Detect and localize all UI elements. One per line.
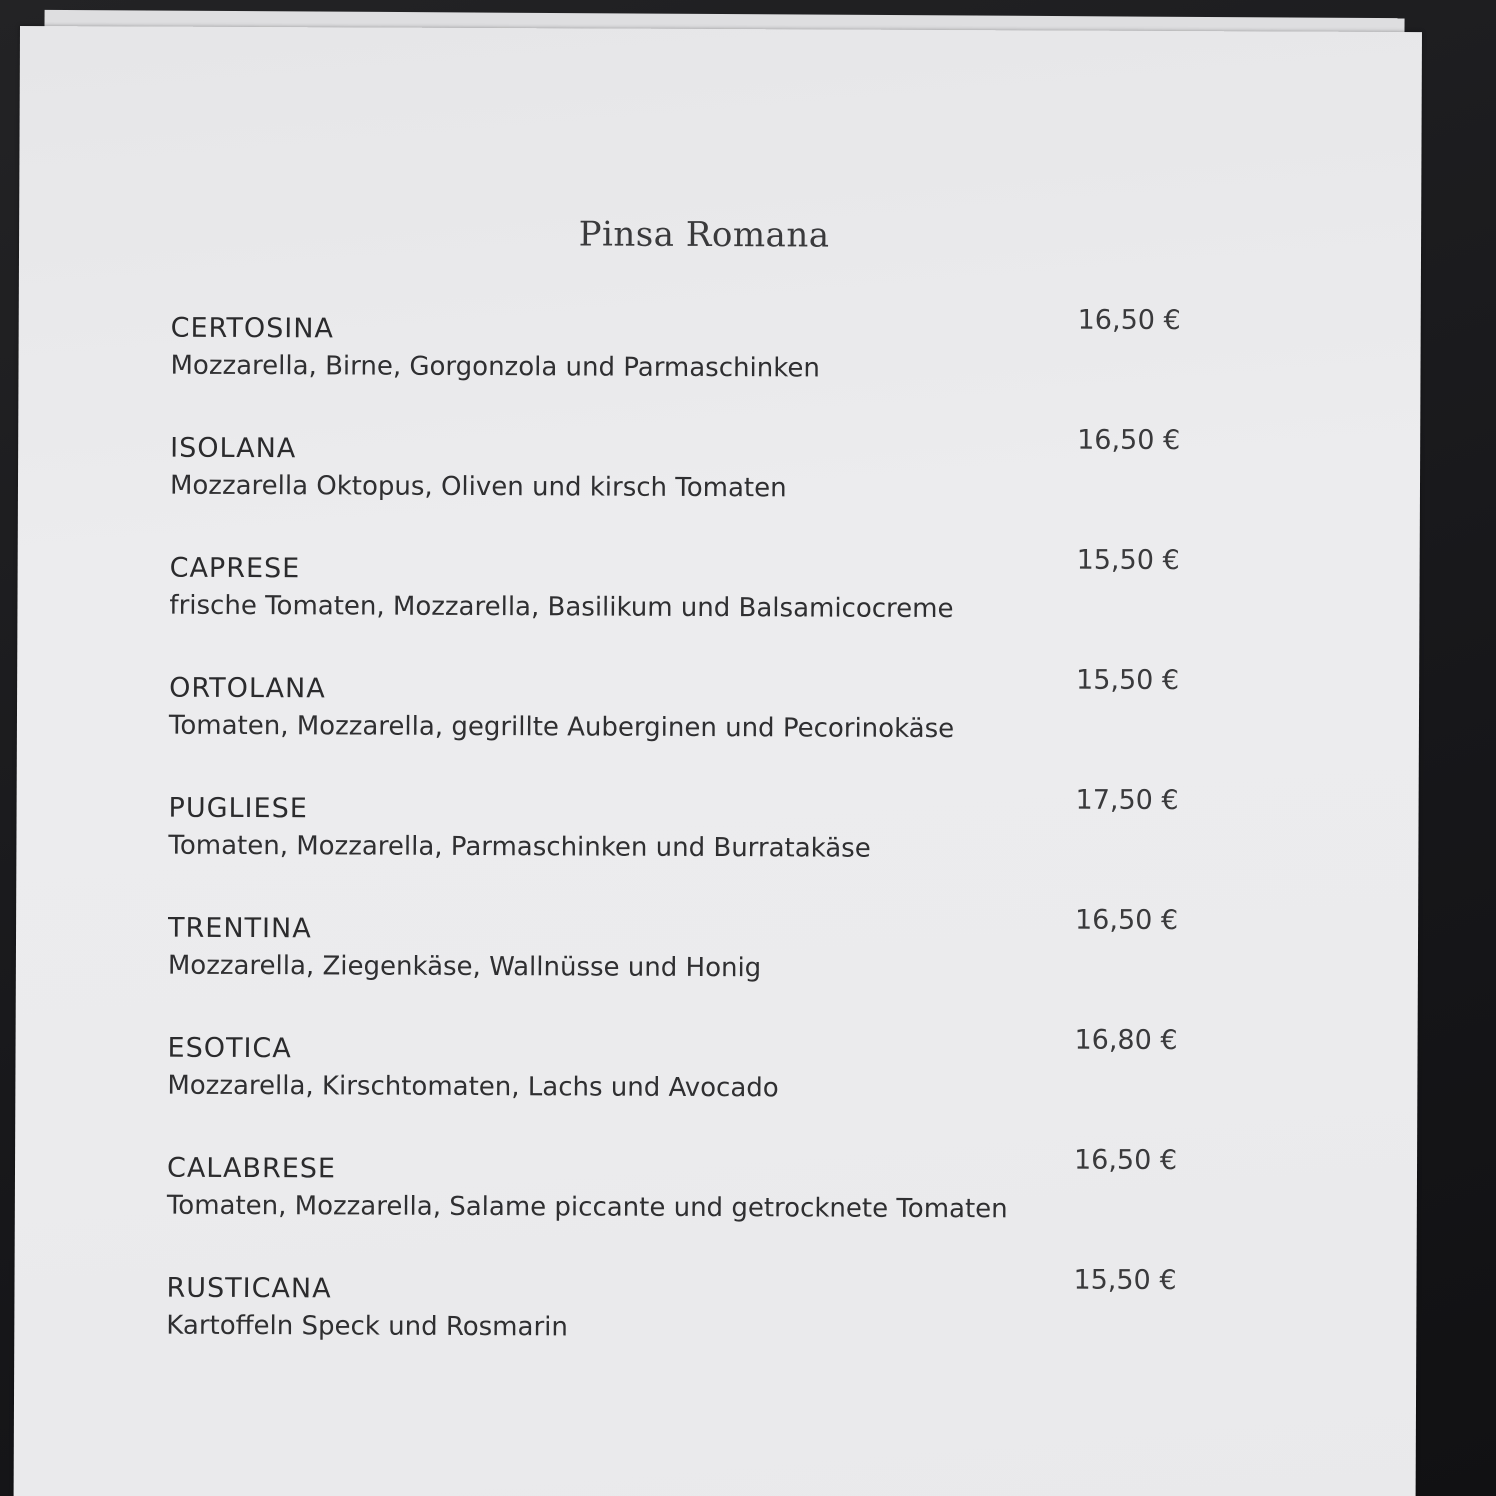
item-price: 15,50 € — [1073, 1264, 1177, 1297]
item-price: 16,50 € — [1073, 1144, 1178, 1177]
menu-item — [170, 299, 1181, 423]
item-description: Mozzarella, Ziegenkäse, Wallnüsse und Honig — [167, 950, 762, 984]
item-description: Tomaten, Mozzarella, Salame piccante und getrocknete Tomaten — [166, 1190, 1008, 1225]
item-name: CAPRESE — [169, 552, 301, 585]
menu-item — [170, 419, 1181, 543]
item-name: RUSTICANA — [166, 1272, 332, 1305]
menu-item — [167, 1019, 1178, 1143]
menu-list — [166, 299, 1181, 1383]
item-name: TRENTINA — [167, 912, 312, 945]
item-name: ISOLANA — [170, 432, 297, 465]
item-price: 16,80 € — [1074, 1024, 1178, 1057]
item-name: CALABRESE — [166, 1152, 337, 1185]
item-description: Kartoffeln Speck und Rosmarin — [166, 1310, 568, 1343]
item-description: Tomaten, Mozzarella, Parmaschinken und Burratakäse — [168, 830, 871, 864]
item-name: CERTOSINA — [170, 312, 334, 345]
menu-item — [169, 659, 1180, 783]
menu-title: Pinsa Romana — [578, 214, 830, 256]
item-name: ESOTICA — [167, 1032, 292, 1065]
item-description: Mozzarella, Birne, Gorgonzola und Parmaschinken — [170, 350, 820, 384]
item-price: 15,50 € — [1076, 664, 1180, 697]
menu-item — [168, 779, 1179, 903]
menu-sheet — [13, 26, 1422, 1496]
item-description: Mozzarella Oktopus, Oliven und kirsch Tomaten — [169, 470, 787, 504]
item-price: 16,50 € — [1077, 304, 1181, 337]
item-description: Tomaten, Mozzarella, gegrillte Auberginen und Pecorinokäse — [168, 710, 955, 745]
menu-item — [166, 1259, 1177, 1383]
item-price: 16,50 € — [1074, 904, 1179, 937]
menu-item — [169, 539, 1180, 663]
item-name: PUGLIESE — [168, 792, 308, 825]
item-price: 17,50 € — [1075, 784, 1179, 817]
menu-item — [168, 899, 1179, 1023]
item-name: ORTOLANA — [169, 672, 326, 705]
item-description: Mozzarella, Kirschtomaten, Lachs und Avocado — [167, 1070, 779, 1104]
item-price: 16,50 € — [1077, 424, 1181, 457]
menu-item — [167, 1139, 1178, 1263]
item-description: frische Tomaten, Mozzarella, Basilikum und Balsamicocreme — [169, 590, 954, 625]
item-price: 15,50 € — [1076, 544, 1180, 577]
